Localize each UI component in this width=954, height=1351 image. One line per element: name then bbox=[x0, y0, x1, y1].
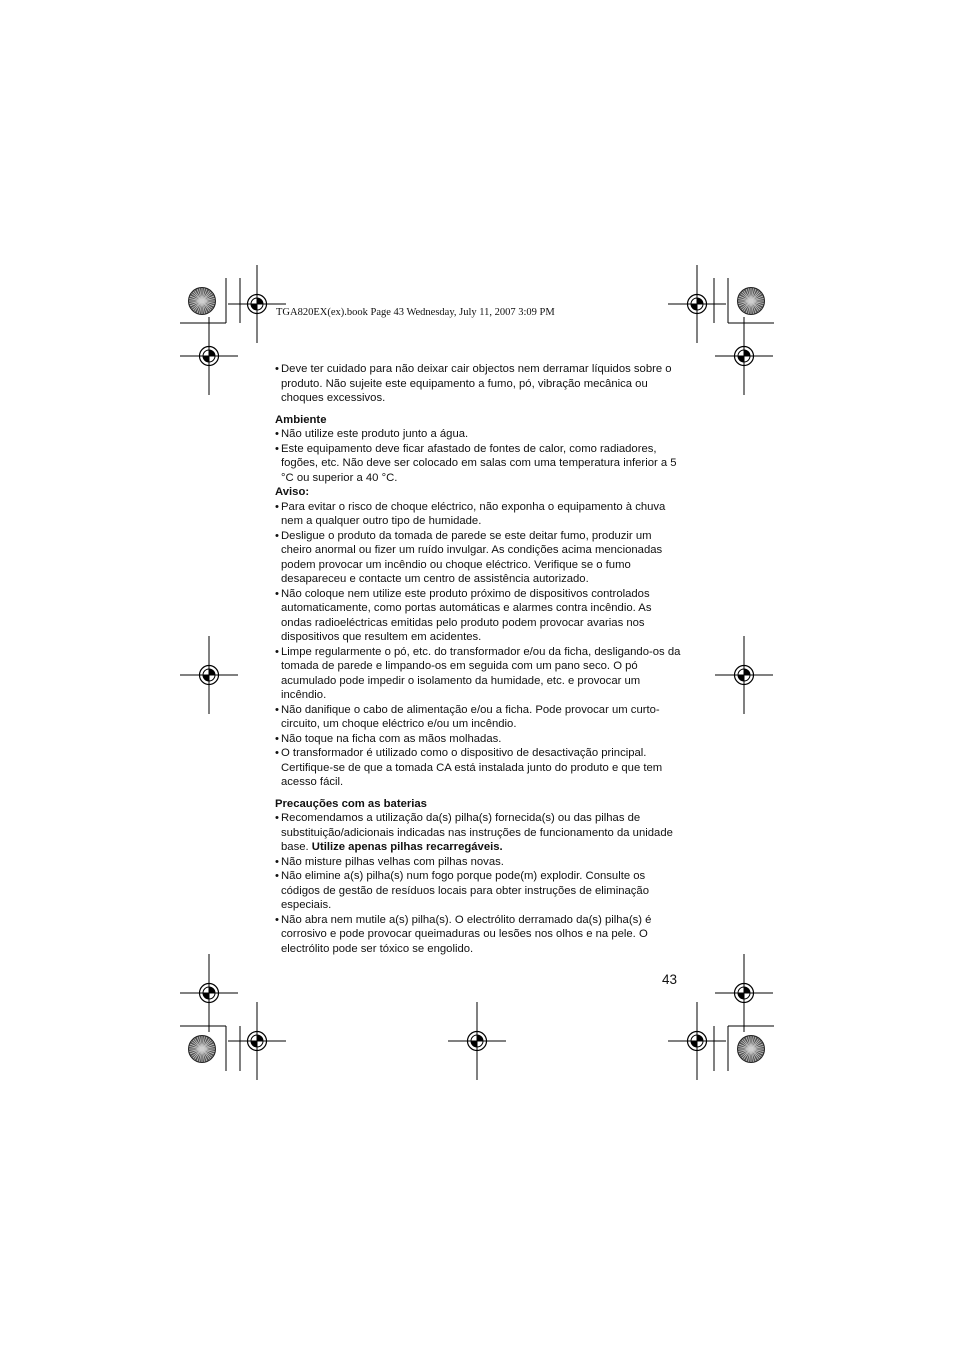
reg-cross bbox=[668, 265, 726, 343]
reg-cross bbox=[715, 954, 773, 1032]
list-item: • Para evitar o risco de choque eléctrico, não exponha o equipamento à chuva nem a qualquer outro tipo de humidade. bbox=[275, 500, 685, 529]
intro-list bbox=[275, 362, 685, 406]
section-title-ambiente: Ambiente bbox=[275, 413, 327, 426]
reg-cross bbox=[448, 1002, 506, 1080]
reg-cross bbox=[715, 636, 773, 714]
list-item: • Não danifique o cabo de alimentação e/ou a ficha. Pode provocar um curto-circuito, um choque eléctrico e/ou um incêndio. bbox=[275, 703, 685, 732]
star-target-bottom-left bbox=[189, 1036, 216, 1063]
list-item: • Não abra nem mutile a(s) pilha(s). O electrólito derramado da(s) pilha(s) é corrosivo e pode provocar queimaduras ou lesões nos olhos e na pele. O electrólito pode ser tóxico se engolido. bbox=[275, 913, 685, 957]
list-item bbox=[275, 811, 685, 855]
reg-cross bbox=[180, 954, 238, 1032]
list-item: • Não utilize este produto junto a água. bbox=[275, 427, 685, 442]
page-content bbox=[275, 362, 685, 956]
reg-cross bbox=[228, 1002, 286, 1080]
list-item: • Deve ter cuidado para não deixar cair objectos nem derramar líquidos sobre o produto. Não sujeite este equipamento a fumo, pó, vibração mecânica ou choques excessivos. bbox=[275, 362, 685, 406]
section-title-baterias: Precauções com as baterias bbox=[275, 797, 427, 810]
aviso-list bbox=[275, 500, 685, 790]
star-target-top-left bbox=[189, 288, 216, 315]
list-item-text: Recomendamos a utilização da(s) pilha(s) fornecida(s) ou das pilhas de substituição/adicionais indicadas nas instruções de funcionamento da unidade base. bbox=[281, 812, 673, 853]
list-item: • Limpe regularmente o pó, etc. do transformador e/ou da ficha, desligando-os da tomada de parede e limpando-os em seguida com um pano seco. O pó acumulado pode impedir o isolamento da humidade, etc. e provocar um incêndio. bbox=[275, 645, 685, 703]
list-item-emphasis: Utilize apenas pilhas recarregáveis. bbox=[311, 841, 503, 853]
list-item: • Não toque na ficha com as mãos molhadas. bbox=[275, 732, 685, 747]
reg-cross bbox=[715, 317, 773, 395]
page-number: 43 bbox=[662, 972, 678, 987]
star-target-bottom-right bbox=[738, 1036, 765, 1063]
list-item: • Desligue o produto da tomada de parede se este deitar fumo, produzir um cheiro anormal ou fizer um ruído invulgar. As condições acima mencionadas podem provocar um incêndio ou choque eléctrico. Verifique se o fumo desapareceu e contacte um centro de assistência autorizado. bbox=[275, 529, 685, 587]
list-item: • Não misture pilhas velhas com pilhas novas. bbox=[275, 855, 685, 870]
list-item: • Não coloque nem utilize este produto próximo de dispositivos controlados automaticamente, como portas automáticas e alarmes contra incêndio. As ondas radioeléctricas emitidas pelo produto podem provocar avarias nos dispositivos que resultem em acidentes. bbox=[275, 587, 685, 645]
star-target-top-right bbox=[738, 288, 765, 315]
book-header: TGA820EX(ex).book Page 43 Wednesday, July 11, 2007 3:09 PM bbox=[276, 307, 555, 318]
baterias-list bbox=[275, 811, 685, 956]
reg-cross bbox=[180, 636, 238, 714]
reg-cross bbox=[668, 1002, 726, 1080]
section-title-aviso: Aviso: bbox=[275, 486, 310, 498]
list-item: • O transformador é utilizado como o dispositivo de desactivação principal. Certifique-se de que a tomada CA está instalada junto do produto e que tem acesso fácil. bbox=[275, 746, 685, 790]
ambiente-list bbox=[275, 427, 685, 485]
list-item: • Este equipamento deve ficar afastado de fontes de calor, como radiadores, fogões, etc. Não deve ser colocado em salas com uma temperatura inferior a 5 °C ou superior a 40 °C. bbox=[275, 442, 685, 486]
reg-cross bbox=[228, 265, 286, 343]
reg-cross bbox=[180, 317, 238, 395]
list-item: • Não elimine a(s) pilha(s) num fogo porque pode(m) explodir. Consulte os códigos de gestão de resíduos locais para obter instruções de eliminação especiais. bbox=[275, 869, 685, 913]
